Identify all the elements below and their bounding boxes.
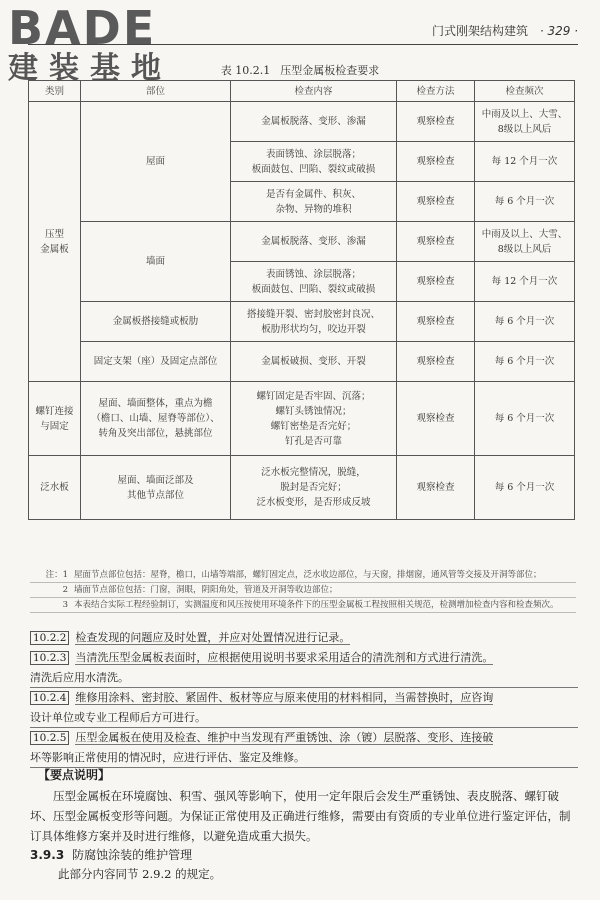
part-cell: 屋面 [81,102,231,222]
frequency-cell: 每 6 个月一次 [475,382,575,456]
logo-subtitle: 建装基地 [8,51,172,86]
note-text: 墙面节点部位包括：门窗，洞眼，阴阳角处，管道及开洞等收边部位； [74,585,338,595]
clause-number: 10.2.2 [30,631,69,645]
content-cell: 表面锈蚀、涂层脱落； 板面鼓包、凹陷、裂纹或破损 [231,262,397,302]
clause-text: 检查发现的问题应及时处置，并应对处置情况进行记录。 [75,631,351,644]
frequency-cell: 中雨及以上、大雪、 8级以上风后 [475,222,575,262]
logo-brand: BADE [8,1,157,55]
clause-number: 10.2.5 [30,731,69,745]
note-text: 屋面节点部位包括：屋脊，檐口，山墙等端部，螺钉固定点，泛水收边部位，与天窗，排烟窗，通风管等交接及开洞等部位； [74,570,542,580]
clause-number: 10.2.4 [30,691,69,705]
content-cell: 金属板脱落、变形、渗漏 [231,102,397,142]
col-header-category: 类别 [29,81,81,102]
section-heading [30,846,192,863]
frequency-cell: 每 6 个月一次 [475,302,575,342]
method-cell: 观察检查 [397,182,475,222]
clause-text: 压型金属板在使用及检查、维护中当发现有严重锈蚀、涂（镀）层脱落、变形、连接破 [75,731,494,744]
content-cell: 泛水板完整情况，脱缝， 脱封是否完好； 泛水板变形，是否形成反坡 [231,456,397,520]
section-title: 防腐蚀涂装的维护管理 [72,848,193,862]
note-label: 注：1 [45,570,68,580]
method-cell: 观察检查 [397,456,475,520]
note-item [30,568,576,583]
frequency-cell: 每 12 个月一次 [475,262,575,302]
content-cell: 金属板破损、变形、开裂 [231,342,397,382]
clause-text: 当清洗压型金属板表面时，应根据使用说明书要求采用适合的清洗剂和方式进行清洗。 [75,651,494,664]
method-cell: 观察检查 [397,142,475,182]
table-header-row [29,81,575,102]
frequency-cell: 每 6 个月一次 [475,456,575,520]
clause-10-2-3 [30,648,578,688]
clause-10-2-5 [30,728,578,768]
content-cell: 是否有金属件、积灰、 杂物、异物的堆积 [231,182,397,222]
method-cell: 观察检查 [397,382,475,456]
method-cell: 观察检查 [397,342,475,382]
col-header-content: 检查内容 [231,81,397,102]
page-number: · 329 · [539,24,578,38]
part-cell: 墙面 [81,222,231,302]
note-item [30,583,576,598]
running-header [432,22,578,39]
frequency-cell: 每 6 个月一次 [475,182,575,222]
clause-continuation: 坏等影响正常使用的情况时，应进行评估、鉴定及维修。 [30,748,578,768]
note-text: 本表结合实际工程经验制订，实测温度和风压按使用环境条件下的压型金属板工程按照相关规范，检测增加检查内容和检查频次。 [74,600,559,610]
content-cell: 表面锈蚀、涂层脱落； 板面鼓包、凹陷、裂纹或破损 [231,142,397,182]
col-header-method: 检查方法 [397,81,475,102]
clause-continuation: 设计单位或专业工程师后方可进行。 [30,708,578,728]
clause-10-2-4 [30,688,578,728]
part-cell: 金属板搭接缝或板肋 [81,302,231,342]
frequency-cell: 中雨及以上、大雪、 8级以上风后 [475,102,575,142]
section-body: 此部分内容同节 2.9.2 的规定。 [58,867,222,881]
note-label: 2 [62,585,68,595]
table-caption [0,62,600,78]
table-row [29,222,575,262]
key-points-body: 压型金属板在环境腐蚀、积雪、强风等影响下，使用一定年限后会发生严重锈蚀、表皮脱落、螺钉破坏、压型金属板变形等问题。为保证正常使用及正确进行维修，需要由有资质的专业单位进行鉴定评估，制订具体维修方案并及时进行维修，以避免造成重大损失。 [30,789,571,843]
col-header-part: 部位 [81,81,231,102]
part-cell: 屋面、墙面整体，重点为檐 （檐口、山墙、屋脊等部位）、 转角及突出部位，悬挑部位 [81,382,231,456]
note-label: 3 [62,600,68,610]
table-row [29,302,575,342]
key-points-title: 【要点说明】 [38,768,111,782]
part-cell: 屋面、墙面泛部及 其他节点部位 [81,456,231,520]
content-cell: 搭接缝开裂、密封胶密封良况、 板肋形状均匀，咬边开裂 [231,302,397,342]
frequency-cell: 每 12 个月一次 [475,142,575,182]
table-row [29,382,575,456]
category-cell: 泛水板 [29,456,81,520]
table-row [29,102,575,142]
clause-number: 10.2.3 [30,651,69,665]
category-cell: 螺钉连接 与固定 [29,382,81,456]
part-cell: 固定支架（座）及固定点部位 [81,342,231,382]
clause-text: 维修用涂料、密封胶、紧固件、板材等应与原来使用的材料相同，当需替换时，应咨询 [75,691,494,704]
clauses [30,628,578,768]
table-row [29,456,575,520]
table-number: 表 10.2.1 [220,64,271,77]
inspection-table [28,80,575,520]
frequency-cell: 每 6 个月一次 [475,342,575,382]
method-cell: 观察检查 [397,262,475,302]
table-title: 压型金属板检查要求 [280,64,380,77]
content-cell: 螺钉固定是否牢固、沉落； 螺钉头锈蚀情况； 螺钉密垫是否完好； 钉孔是否可靠 [231,382,397,456]
category-cell: 压型 金属板 [29,102,81,382]
note-item [30,598,576,613]
chapter-title: 门式刚架结构建筑 [431,24,528,38]
method-cell: 观察检查 [397,302,475,342]
clause-10-2-2 [30,628,578,648]
method-cell: 观察检查 [397,222,475,262]
clause-continuation: 清洗后应用水清洗。 [30,668,578,688]
table-row [29,342,575,382]
content-cell: 金属板脱落、变形、渗漏 [231,222,397,262]
col-header-frequency: 检查频次 [475,81,575,102]
method-cell: 观察检查 [397,102,475,142]
section-number: 3.9.3 [30,848,65,862]
header-rule [28,44,578,45]
table-notes [30,568,576,613]
